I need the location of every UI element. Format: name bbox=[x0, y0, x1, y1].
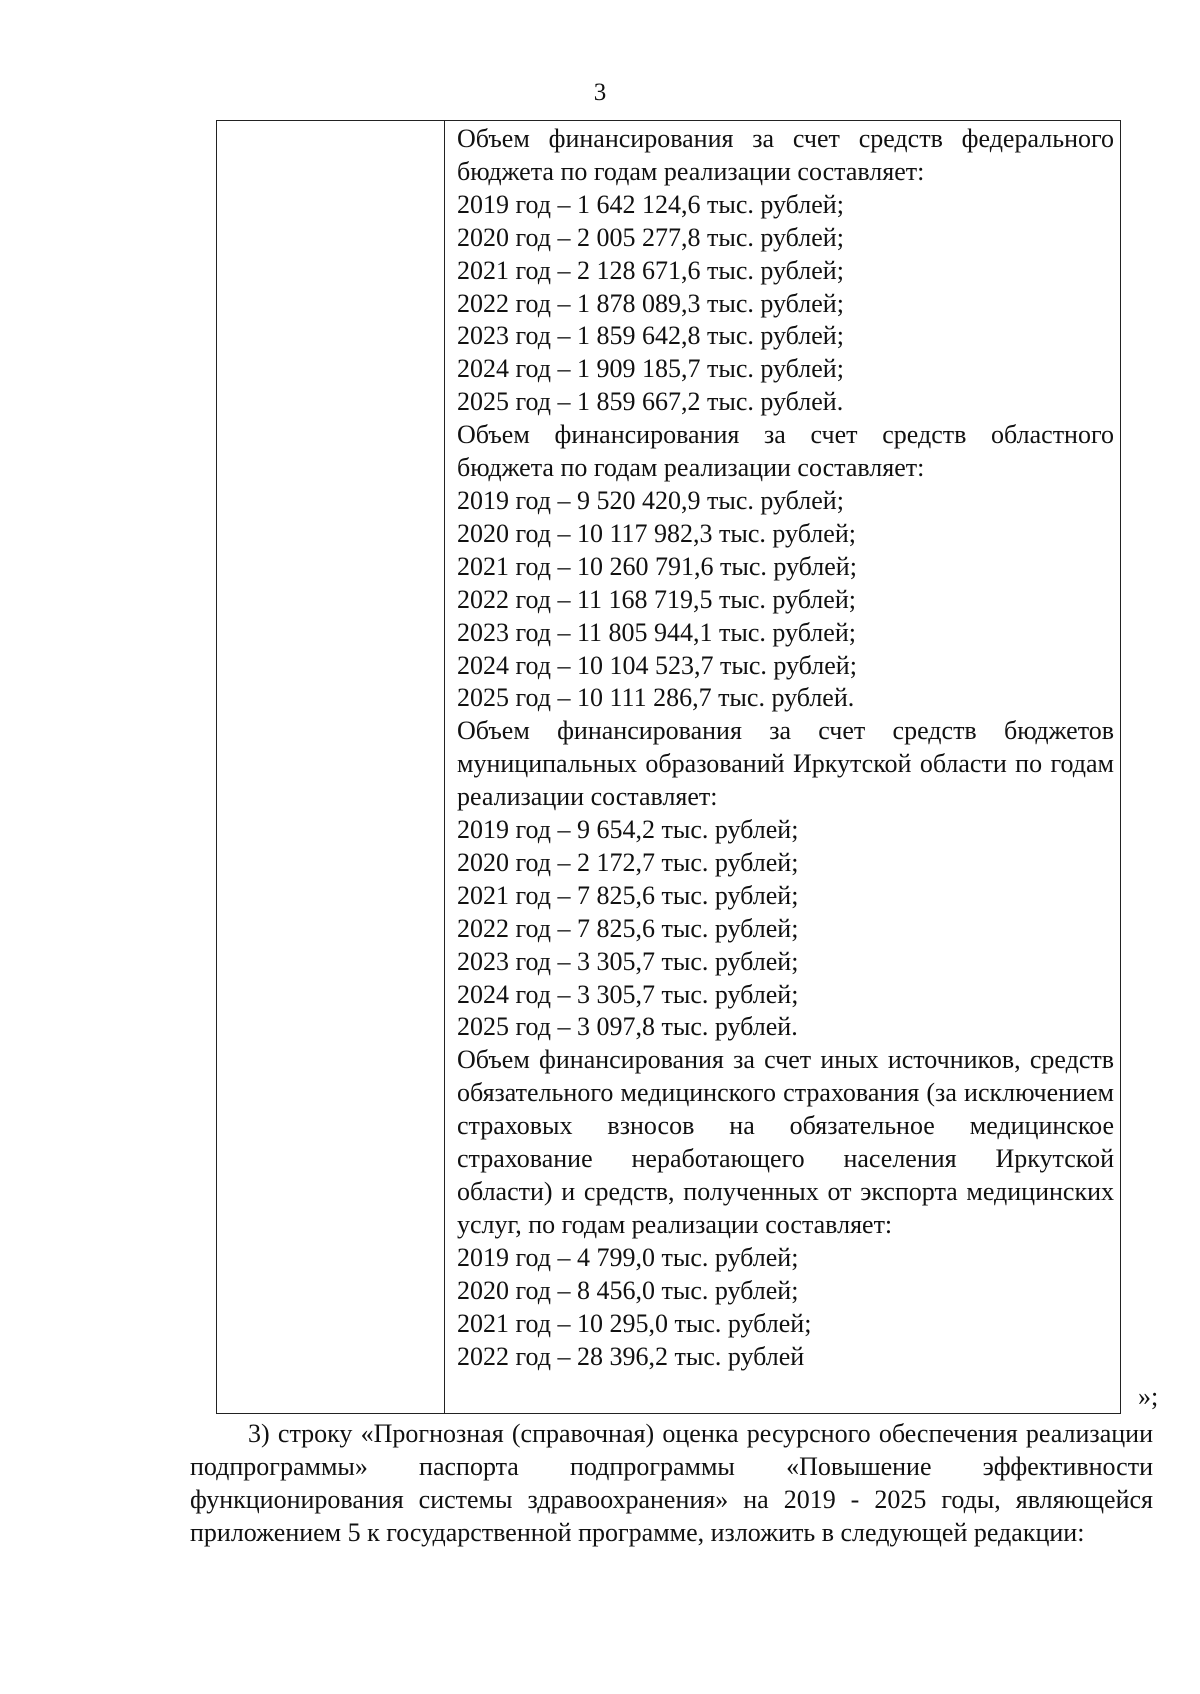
year-line: 2020 год – 2 005 277,8 тыс. рублей; bbox=[457, 222, 844, 252]
year-line: 2021 год – 10 295,0 тыс. рублей; bbox=[457, 1308, 812, 1338]
section-heading: Объем финансирования за счет средств бюджетов муниципальных образований Иркутской области по годам реализации составляет: bbox=[457, 716, 1114, 812]
year-line: 2022 год – 11 168 719,5 тыс. рублей; bbox=[457, 584, 856, 614]
year-line: 2024 год – 3 305,7 тыс. рублей; bbox=[457, 979, 799, 1009]
section-heading: Объем финансирования за счет иных источников, средств обязательного медицинского страхования (за исключением страховых взносов на обязательное медицинское страхование неработающего населения Иркутской области) и средств, полученных от экспорта медицинских услуг, по годам реализации составляет: bbox=[457, 1045, 1114, 1239]
table-row bbox=[217, 121, 1121, 1414]
year-line: 2025 год – 10 111 286,7 тыс. рублей. bbox=[457, 683, 855, 713]
year-line: 2024 год – 1 909 185,7 тыс. рублей; bbox=[457, 354, 844, 384]
other-sources-section bbox=[457, 1044, 1114, 1373]
closing-quote-mark: »; bbox=[1138, 1382, 1159, 1411]
year-line: 2022 год – 1 878 089,3 тыс. рублей; bbox=[457, 288, 844, 318]
year-line: 2019 год – 1 642 124,6 тыс. рублей; bbox=[457, 189, 844, 219]
table-right-cell bbox=[445, 121, 1121, 1414]
year-line: 2023 год – 1 859 642,8 тыс. рублей; bbox=[457, 321, 844, 351]
year-line: 2021 год – 7 825,6 тыс. рублей; bbox=[457, 880, 799, 910]
year-line: 2021 год – 2 128 671,6 тыс. рублей; bbox=[457, 255, 844, 285]
amendment-paragraph: 3) строку «Прогнозная (справочная) оценка ресурсного обеспечения реализации подпрограммы» паспорта подпрограммы «Повышение эффективности функционирования системы здравоохранения» на 2019 - 2025 годы, являющейся приложением 5 к государственной программе, изложить в следующей редакции: bbox=[190, 1419, 1153, 1547]
resource-table bbox=[216, 120, 1121, 1414]
year-line: 2021 год – 10 260 791,6 тыс. рублей; bbox=[457, 551, 857, 581]
year-line: 2020 год – 10 117 982,3 тыс. рублей; bbox=[457, 518, 856, 548]
year-line: 2019 год – 4 799,0 тыс. рублей; bbox=[457, 1242, 799, 1272]
section-heading: Объем финансирования за счет средств областного бюджета по годам реализации составляет: bbox=[457, 420, 1114, 483]
year-line: 2022 год – 7 825,6 тыс. рублей; bbox=[457, 913, 799, 943]
page-number: 3 bbox=[593, 79, 607, 106]
year-line: 2023 год – 11 805 944,1 тыс. рублей; bbox=[457, 617, 856, 647]
year-line: 2025 год – 1 859 667,2 тыс. рублей. bbox=[457, 387, 844, 417]
municipal-budget-section bbox=[457, 715, 1114, 1044]
year-line: 2022 год – 28 396,2 тыс. рублей bbox=[457, 1341, 805, 1371]
year-line: 2024 год – 10 104 523,7 тыс. рублей; bbox=[457, 650, 857, 680]
table-left-cell bbox=[217, 121, 445, 1414]
federal-budget-section bbox=[457, 123, 1114, 419]
regional-budget-section bbox=[457, 419, 1114, 715]
year-line: 2020 год – 8 456,0 тыс. рублей; bbox=[457, 1275, 799, 1305]
year-line: 2025 год – 3 097,8 тыс. рублей. bbox=[457, 1012, 798, 1042]
year-line: 2020 год – 2 172,7 тыс. рублей; bbox=[457, 847, 799, 877]
funding-sections bbox=[445, 121, 1120, 1373]
section-heading: Объем финансирования за счет средств федерального бюджета по годам реализации составляет: bbox=[457, 124, 1114, 186]
year-line: 2019 год – 9 654,2 тыс. рублей; bbox=[457, 815, 799, 845]
year-line: 2023 год – 3 305,7 тыс. рублей; bbox=[457, 946, 799, 976]
year-line: 2019 год – 9 520 420,9 тыс. рублей; bbox=[457, 485, 844, 515]
